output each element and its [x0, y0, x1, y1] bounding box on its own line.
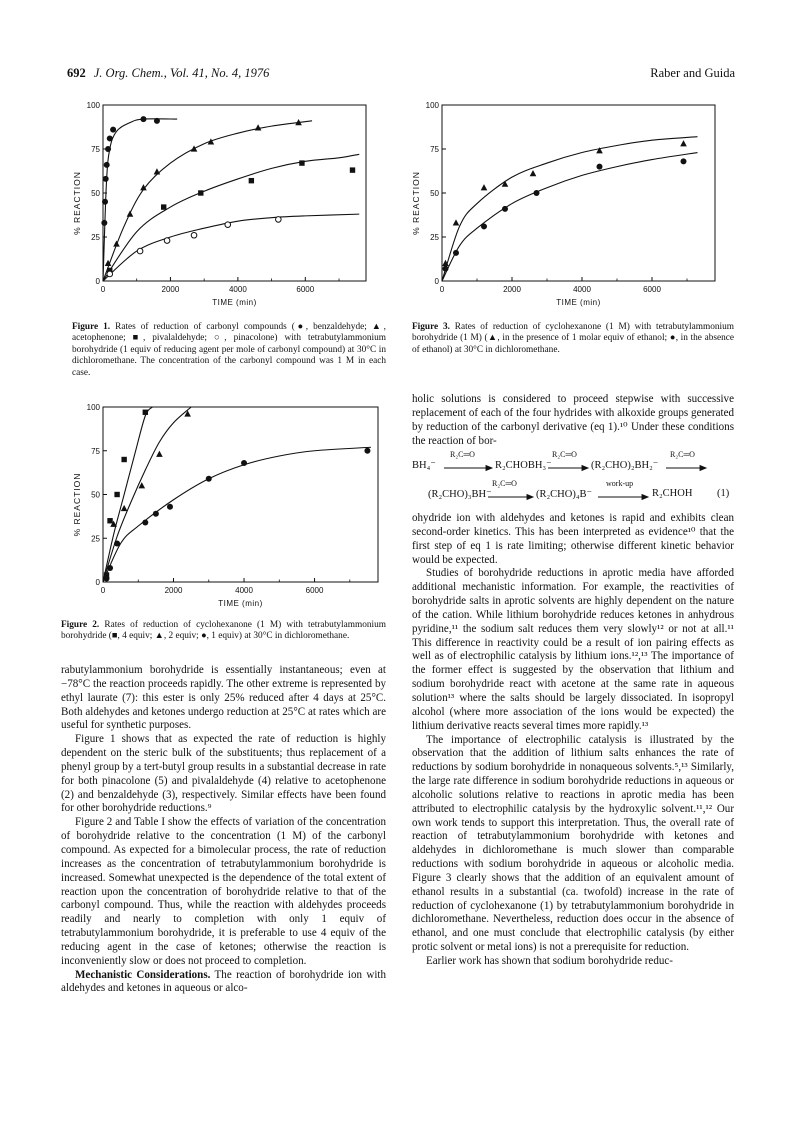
y-tick-label: 50 [430, 189, 439, 198]
data-point [103, 176, 109, 182]
y-axis-label: % REACTION [72, 171, 82, 235]
figure-3-caption [412, 322, 734, 356]
data-point [443, 266, 449, 272]
data-point [114, 492, 119, 497]
data-point [299, 160, 304, 165]
paragraph: ohydride ion with aldehydes and ketones is rapid and exhibits clean second-order kinetics. This has been interpreted as evidence¹⁰ that the first step of eq 1 is rate limiting; otherwise different kinetic behavior would be expected. [412, 512, 734, 566]
data-point [225, 222, 231, 228]
y-tick-label: 100 [86, 101, 100, 110]
y-tick-label: 75 [430, 145, 439, 154]
x-tick-label: 6000 [643, 285, 661, 294]
data-point [102, 199, 108, 205]
equation-species: (R₂CHO)₄B⁻ [536, 489, 593, 500]
data-point [156, 451, 163, 457]
journal-citation: J. Org. Chem., Vol. 41, No. 4, 1976 [93, 66, 270, 80]
fit-curve [103, 214, 359, 281]
data-point [681, 158, 687, 164]
data-point [241, 460, 247, 466]
section-heading: Mechanistic Considerations. [75, 968, 211, 981]
section-text: The reaction of borohydride ion with aldehydes and ketones in aqueous or alco- [61, 968, 387, 995]
figure-2-chart [66, 398, 386, 616]
data-point [153, 511, 159, 517]
equation-species: (R₂CHO)₂BH₂⁻ [591, 460, 659, 471]
x-tick-label: 4000 [235, 586, 253, 595]
figure-1-label: Figure 1. [72, 322, 111, 332]
data-point [107, 271, 113, 277]
data-point [142, 520, 148, 526]
figure-1-chart [66, 95, 386, 320]
data-point [143, 410, 148, 415]
data-point [154, 168, 161, 174]
data-point [191, 232, 197, 238]
equation-number: (1) [717, 488, 730, 499]
plot-frame [103, 105, 366, 281]
data-point [453, 219, 460, 225]
data-point [530, 170, 537, 176]
y-tick-label: 25 [430, 233, 439, 242]
right-column-intro [412, 393, 734, 448]
equation-reagent: R₂C═O [450, 450, 475, 459]
data-point [249, 178, 254, 183]
y-tick-label: 100 [86, 403, 100, 412]
y-tick-label: 50 [91, 490, 100, 500]
data-point [110, 127, 116, 133]
data-point [127, 211, 134, 217]
x-tick-label: 4000 [573, 285, 591, 294]
data-point [154, 118, 160, 124]
data-point [104, 576, 110, 582]
equation-reagent: R₂C═O [552, 450, 577, 459]
data-point [164, 238, 170, 244]
page-number: 692 [67, 66, 86, 80]
data-point [276, 217, 282, 223]
data-point [502, 181, 509, 187]
y-tick-label: 0 [434, 277, 439, 286]
x-axis-label: TIME (min) [212, 298, 257, 307]
data-point [597, 164, 603, 170]
plot-frame [442, 105, 715, 281]
left-column-text [61, 664, 386, 996]
equation-reagent: R₂C═O [670, 450, 695, 459]
data-point [104, 162, 110, 168]
y-tick-label: 100 [425, 101, 439, 110]
data-point [534, 190, 540, 196]
figure-3-label: Figure 3. [412, 322, 450, 332]
data-point [255, 124, 262, 130]
figure-3-caption-text: Rates of reduction of cyclohexanone (1 M) with tetrabutylammonium borohydride (1 M) (▲, in the presence of 1 molar equiv of ethanol; ●, in the absence of ethanol) at 30°C in dichloromethane. [412, 322, 734, 355]
data-point [206, 476, 212, 482]
equation-species: (R₂CHO)₃BH⁻ [428, 489, 492, 500]
data-point [481, 184, 488, 190]
x-axis-label: TIME (min) [218, 599, 263, 608]
data-point [107, 135, 113, 141]
paragraph: rabutylammonium borohydride is essentially instantaneous; even at −78°C the reaction proceeds rapidly. The other extreme is represented by ethyl laurate (7): this ester is only 25% reduced after 4 days at 25°C. Both aldehydes and ketones undergo reduction at 25°C at rates which are useful for synthetic purposes. [61, 664, 386, 732]
plot-frame [103, 407, 378, 582]
x-axis-label: TIME (min) [556, 298, 601, 307]
data-point [481, 223, 487, 229]
mechanistic-paragraph [61, 969, 386, 997]
figure-2-label: Figure 2. [61, 620, 100, 630]
fit-curve [103, 119, 177, 281]
running-header-authors: Raber and Guida [650, 66, 735, 80]
fit-curve [442, 153, 698, 281]
data-point [191, 145, 198, 151]
data-point [198, 190, 203, 195]
figure-2-caption [61, 620, 386, 643]
data-point [502, 206, 508, 212]
equation-1 [412, 446, 734, 504]
data-point [114, 541, 120, 547]
x-tick-label: 2000 [161, 285, 180, 294]
figure-1-caption [72, 322, 386, 379]
x-tick-label: 2000 [503, 285, 521, 294]
y-tick-label: 75 [91, 446, 100, 456]
x-tick-label: 0 [439, 285, 445, 294]
x-tick-label: 2000 [164, 586, 183, 595]
data-point [350, 167, 355, 172]
fit-curve [103, 154, 359, 281]
y-tick-label: 50 [91, 189, 100, 198]
data-point [453, 250, 459, 256]
equation-species: R₂CHOBH₃⁻ [495, 460, 552, 471]
paragraph: Figure 2 and Table I show the effects of variation of the concentration of borohydride relative to the concentration (1 M) of the carbonyl compound. As expected for a bimolecular process, the rate of reduction increases as the concentration of tetrabutylammonium borohydride is increased. Somewhat unexpected is the dependence of the total extent of reaction upon the concentration of borohydride relative to that of the carbonyl compound. Thus, while the reaction with aldehydes proceeds readily and nearly to completion with only 1 equiv of tetrabutylammonium borohydride, it is preferable to use 4 equiv of the reducing agent in the case of ketones; otherwise the reaction is inconveniently slow or does not proceed to completion. [61, 816, 386, 967]
y-tick-label: 0 [95, 578, 100, 587]
x-tick-label: 0 [100, 586, 106, 595]
equation-reagent: R₂C═O [492, 479, 517, 488]
equation-species: R₂CHOH [652, 488, 693, 499]
data-point [140, 116, 146, 122]
data-point [121, 457, 126, 462]
data-point [107, 565, 113, 571]
equation-species: BH₄⁻ [412, 460, 436, 471]
fit-curve [103, 121, 312, 281]
paragraph: Earlier work has shown that sodium borohydride reduc- [426, 955, 673, 967]
data-point [680, 140, 687, 146]
fit-curve [103, 447, 371, 582]
y-tick-label: 75 [91, 145, 100, 154]
paragraph: holic solutions is considered to proceed stepwise with successive replacement of each of the four hydrides with alkoxide groups generated by reduction of the carbonyl derivative (eq 1).¹⁰ Under these conditions the reaction of bor- [412, 393, 734, 447]
paragraph: Studies of borohydride reductions in aprotic media have afforded additional mechanistic information. For example, the reactivities of borohydride salts in aprotic solvents are highly dependent on the nature of the cation. While lithium borohydride reduces ketones in anhydrous pyridine,¹¹ the sodium salt reduces them very slowly¹² or not at all.¹¹ This difference in reactivity could be a result of ion pairing effects as well as of electrophilic catalysis by lithium ions.¹²,¹³ The importance of the former effect is suggested by the observation that lithium and sodium borohydride react with acetone at the same rate in aqueous solution¹³ where the salts should be largely dissociated. In isopropyl alcohol (where more association of the ions would be expected) the lithium derivative reacts several times more rapidly.¹³ [412, 567, 734, 732]
equation-reagent: work-up [606, 479, 634, 488]
data-point [105, 146, 111, 152]
figure-3-chart [405, 95, 725, 320]
y-tick-label: 25 [91, 534, 100, 544]
data-point [101, 220, 107, 226]
figure-2-caption-text: Rates of reduction of cyclohexanone (1 M) with tetrabutylammonium borohydride (■, 4 equiv; ▲, 2 equiv; ●, 1 equiv) at 30°C in dichloromethane. [61, 620, 386, 642]
data-point [121, 505, 128, 511]
right-column-text [412, 512, 734, 969]
data-point [137, 248, 143, 254]
x-tick-label: 0 [100, 285, 106, 294]
paragraph: Figure 1 shows that as expected the rate of reduction is highly dependent on the steric bulk of the substituents; thus replacement of a phenyl group by a tert-butyl group results in a substantial decrease in rate for both pinacolone (5) and pivalaldehyde (4) relative to acetophenone (2) and benzaldehyde (3), respectively. Similar effects have been found for other borohydride reductions.⁹ [61, 733, 386, 815]
y-axis-label: % REACTION [411, 171, 421, 235]
y-tick-label: 0 [95, 277, 100, 286]
data-point [167, 504, 173, 510]
x-tick-label: 6000 [305, 586, 324, 595]
data-point [364, 448, 370, 454]
running-header [67, 66, 269, 81]
y-tick-label: 25 [91, 233, 100, 242]
figure-1-caption-text: Rates of reduction of carbonyl compounds (●, benzaldehyde; ▲, acetophenone; ■, pivalaldehyde; ○, pinacolone) with tetrabutylammonium borohydride (1 equiv of reducing agent per mole of carbonyl compound) at 30°C in dichloromethane. The concentration of the carbonyl compound was 1 M in each case. [72, 322, 386, 378]
data-point [161, 204, 166, 209]
x-tick-label: 6000 [296, 285, 315, 294]
x-tick-label: 4000 [228, 285, 247, 294]
data-point [107, 518, 112, 523]
paragraph: The importance of electrophilic catalysis is illustrated by the observation that the addition of lithium salts enhances the rate of reductions by sodium borohydride in nonaqueous solvents.⁵,¹³ Similarly, the large rate difference in sodium borohydride reductions in aqueous or alcoholic solutions relative to reactions in aprotic media has been attributed to electrophilic catalysis by the hydroxylic solvent.¹¹,¹² Our own work tends to support this interpretation. Thus, the overall rate of reaction of tetrabutylammonium borohydride with ketones and aldehydes in dichloromethane is much slower than comparable reductions with sodium borohydride in aqueous or alcoholic media. Figure 3 clearly shows that the addition of an equivalent amount of ethanol results in a substantial (ca. twofold) increase in the rate of reduction of cyclohexanone (1) by tetrabutylammonium borohydride in dichloromethane. Nevertheless, reduction does occur in the absence of ethanol, and one must conclude that electrophilic catalysis (by either protic solvent or metal ions) is not a prerequisite for reduction. [412, 733, 734, 954]
y-axis-label: % REACTION [72, 472, 82, 537]
data-point [113, 240, 120, 246]
